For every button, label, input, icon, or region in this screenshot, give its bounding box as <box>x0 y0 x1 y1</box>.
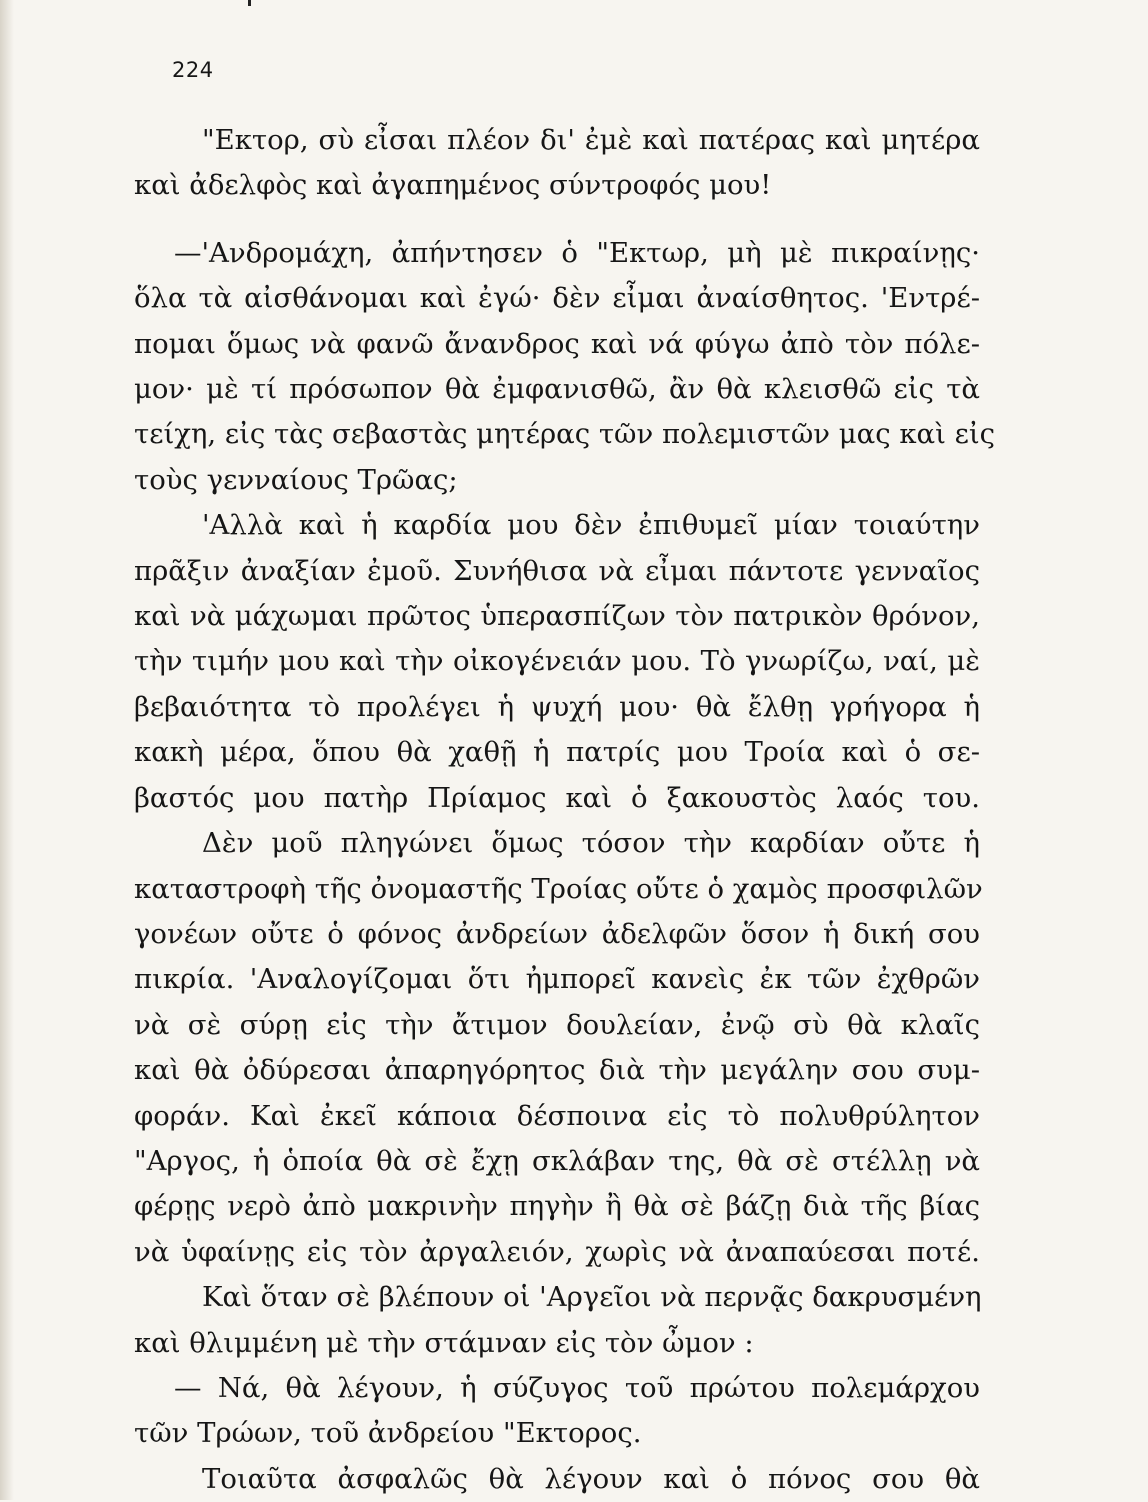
paragraph-6 <box>134 1366 980 1457</box>
text-line: Δὲν μοῦ πληγώνει ὅμως τόσον τὴν καρδίαν οὔτε ἡ <box>202 827 980 860</box>
text-line: καὶ ἀδελφὸς καὶ ἀγαπημένος σύντροφός μου! <box>134 169 772 202</box>
text-line: πομαι ὅμως νὰ φανῶ ἄνανδρος καὶ νά φύγω ἀπὸ τὸν πόλε- <box>134 327 980 360</box>
text-line: βαστός μου πατὴρ Πρίαμος καὶ ὁ ξακουστὸς λαός του. <box>134 781 980 814</box>
paragraph-2 <box>134 231 996 503</box>
text-line: φέρῃς νερὸ ἀπὸ μακρινὴν πηγὴν ἢ θὰ σὲ βάζῃ διὰ τῆς βίας <box>134 1190 980 1223</box>
text-line: νὰ ὑφαίνῃς εἰς τὸν ἀργαλειόν, χωρὶς νὰ ἀναπαύεσαι ποτέ. <box>134 1235 980 1268</box>
text-line: πρᾶξιν ἀναξίαν ἐμοῦ. Συνήθισα νὰ εἶμαι πάντοτε γενναῖος <box>134 554 980 587</box>
text-line: τοὺς γενναίους Τρῶας; <box>134 463 458 496</box>
text-line: βεβαιότητα τὸ προλέγει ἡ ψυχή μου· θὰ ἔλθῃ γρήγορα ἡ <box>134 690 980 723</box>
paragraph-1 <box>134 118 980 209</box>
paragraph-4 <box>134 821 983 1275</box>
top-edge-mark <box>248 0 251 6</box>
text-line: καὶ νὰ μάχωμαι πρῶτος ὑπερασπίζων τὸν πατρικὸν θρόνον, <box>134 600 980 633</box>
text-line: νὰ σὲ σύρῃ εἰς τὴν ἄτιμον δουλείαν, ἐνῷ σὺ θὰ κλαῖς <box>134 1008 980 1041</box>
text-line: — Νά, θὰ λέγουν, ἡ σύζυγος τοῦ πρώτου πολεμάρχου <box>174 1371 980 1404</box>
paragraph-3 <box>134 503 980 821</box>
paragraph-gap <box>134 209 980 231</box>
text-line: —'Ανδρομάχη, ἀπήντησεν ὁ "Εκτωρ, μὴ μὲ πικραίνῃς· <box>174 236 980 269</box>
text-line: γονέων οὔτε ὁ φόνος ἀνδρείων ἀδελφῶν ὅσον ἡ δική σου <box>134 917 980 950</box>
paragraph-7 <box>134 1457 980 1502</box>
text-line: καταστροφὴ τῆς ὀνομαστῆς Τροίας οὔτε ὁ χαμὸς προσφιλῶν <box>134 872 983 905</box>
text-line: τὴν τιμήν μου καὶ τὴν οἰκογένειάν μου. Τὸ γνωρίζω, ναί, μὲ <box>134 645 980 678</box>
text-line: "Αργος, ἡ ὁποία θὰ σὲ ἔχῃ σκλάβαν της, θὰ σὲ στέλλῃ νὰ <box>134 1144 980 1177</box>
text-line: φοράν. Καὶ ἐκεῖ κάποια δέσποινα εἰς τὸ πολυθρύλητον <box>134 1099 980 1132</box>
text-line: Τοιαῦτα ἀσφαλῶς θὰ λέγουν καὶ ὁ πόνος σου θὰ <box>202 1462 980 1495</box>
paragraph-5 <box>134 1275 980 1366</box>
text-line: καὶ θὰ ὀδύρεσαι ἀπαρηγόρητος διὰ τὴν μεγάλην σου συμ- <box>134 1054 980 1087</box>
text-line: κακὴ μέρα, ὅπου θὰ χαθῇ ἡ πατρίς μου Τροία καὶ ὁ σε- <box>134 736 980 769</box>
text-line: Καὶ ὅταν σὲ βλέπουν οἱ 'Αργεῖοι νὰ περνᾷς δακρυσμένη <box>202 1281 982 1314</box>
text-line: τείχη, εἰς τὰς σεβαστὰς μητέρας τῶν πολεμιστῶν μας καὶ εἰς <box>134 418 996 451</box>
text-line: ὅλα τὰ αἰσθάνομαι καὶ ἐγώ· δὲν εἶμαι ἀναίσθητος. 'Εντρέ- <box>134 282 980 315</box>
page-edge-shadow <box>0 0 14 1500</box>
text-line: μον· μὲ τί πρόσωπον θὰ ἐμφανισθῶ, ἂν θὰ κλεισθῶ εἰς τὰ <box>134 373 980 406</box>
text-line: πικρία. 'Αναλογίζομαι ὅτι ἠμπορεῖ κανεὶς ἐκ τῶν ἐχθρῶν <box>134 963 980 996</box>
body-text <box>134 118 996 1502</box>
page-number: 224 <box>172 58 214 82</box>
text-line: καὶ θλιμμένη μὲ τὴν στάμναν εἰς τὸν ὦμον : <box>134 1326 754 1359</box>
text-line: τῶν Τρώων, τοῦ ἀνδρείου "Εκτορος. <box>134 1417 642 1450</box>
text-line: "Εκτορ, σὺ εἶσαι πλέον δι' ἐμὲ καὶ πατέρας καὶ μητέρα <box>202 124 980 156</box>
text-line: 'Αλλὰ καὶ ἡ καρδία μου δὲν ἐπιθυμεῖ μίαν τοιαύτην <box>202 509 980 542</box>
